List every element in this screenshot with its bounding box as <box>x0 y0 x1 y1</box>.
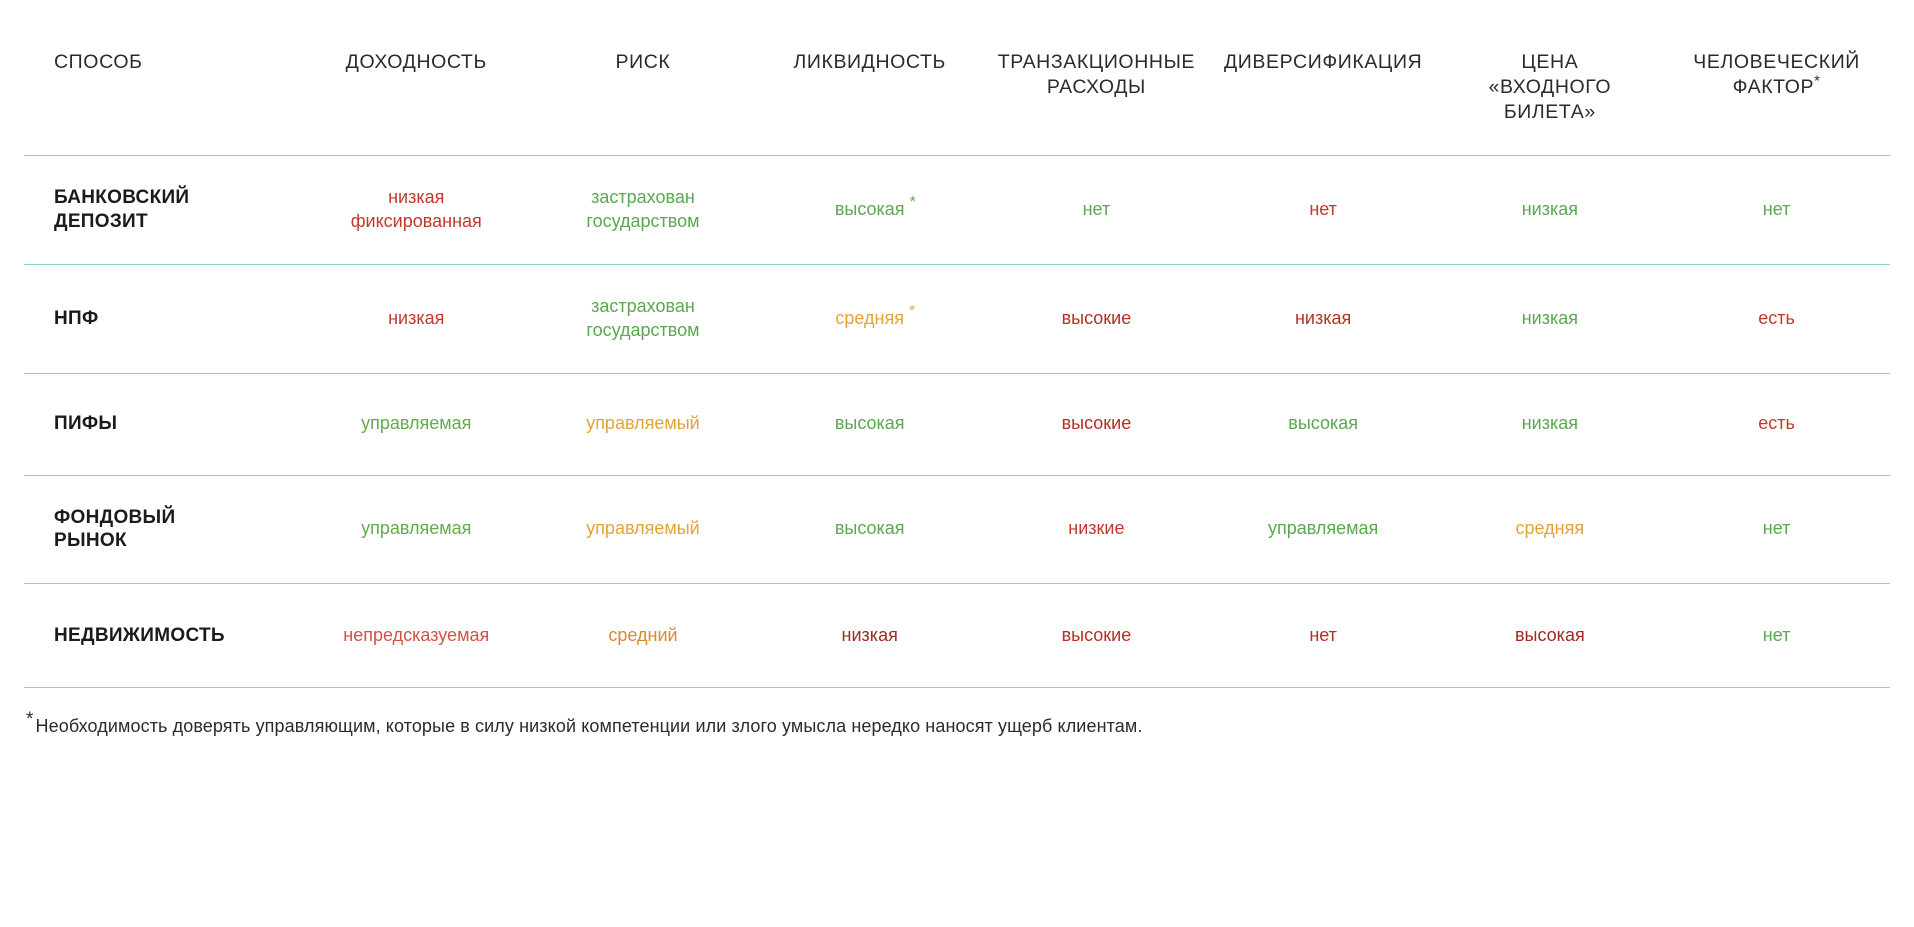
cell-transaction-costs-value: высокие <box>1061 413 1132 434</box>
column-header-diversification <box>1210 50 1437 155</box>
cell-risk-line1: управляемый <box>586 518 700 539</box>
cell-yield <box>303 475 530 584</box>
investment-comparison-table <box>24 50 1890 688</box>
cell-entry-price-value: низкая <box>1521 198 1578 219</box>
cell-human-factor-value: есть <box>1758 413 1795 434</box>
column-header-entry-price-line3: БИЛЕТА» <box>1503 100 1596 123</box>
column-header-entry-price <box>1436 50 1663 155</box>
cell-risk-line1: управляемый <box>586 413 700 434</box>
footnote <box>26 709 1890 737</box>
method-label-line1: НПФ <box>54 307 99 329</box>
cell-liquidity <box>756 584 983 688</box>
cell-diversification <box>1210 155 1437 264</box>
cell-risk-line1: средний <box>608 624 678 645</box>
cell-yield-line1: управляемая <box>361 518 472 539</box>
cell-diversification <box>1210 264 1437 373</box>
row-method-npf <box>24 264 303 373</box>
footnote-marker-icon: * <box>1814 72 1821 90</box>
method-label-line1: ПИФЫ <box>54 413 118 435</box>
cell-liquidity-value: высокая <box>834 198 905 219</box>
method-label-line1: БАНКОВСКИЙ <box>54 187 190 209</box>
cell-liquidity-value: низкая <box>841 624 898 645</box>
table-row <box>24 584 1890 688</box>
footnote-marker-icon: * <box>909 192 916 210</box>
table-row <box>24 264 1890 373</box>
method-label-line1: НЕДВИЖИМОСТЬ <box>54 624 225 646</box>
cell-risk <box>530 584 757 688</box>
cell-diversification <box>1210 475 1437 584</box>
column-header-entry-price-line1: ЦЕНА <box>1521 51 1579 73</box>
cell-risk <box>530 373 757 475</box>
cell-human-factor <box>1663 155 1890 264</box>
cell-human-factor-value: нет <box>1762 518 1791 539</box>
table-row <box>24 475 1890 584</box>
cell-liquidity-value: средняя <box>835 307 904 328</box>
cell-entry-price-value: средняя <box>1515 518 1585 539</box>
table-body <box>24 155 1890 687</box>
column-header-transaction-costs-line1: ТРАНЗАКЦИОННЫЕ <box>997 51 1196 73</box>
cell-liquidity-value: высокая <box>834 413 905 434</box>
column-header-human-factor <box>1663 50 1890 155</box>
column-header-yield <box>303 50 530 155</box>
cell-entry-price <box>1436 155 1663 264</box>
cell-human-factor <box>1663 264 1890 373</box>
cell-liquidity <box>756 264 983 373</box>
row-method-bank-deposit <box>24 155 303 264</box>
cell-diversification <box>1210 373 1437 475</box>
cell-transaction-costs <box>983 373 1210 475</box>
cell-human-factor <box>1663 584 1890 688</box>
cell-risk-line1: застрахован <box>591 295 695 316</box>
cell-human-factor <box>1663 475 1890 584</box>
cell-entry-price <box>1436 373 1663 475</box>
cell-risk-line2: государством <box>586 319 700 340</box>
cell-yield <box>303 373 530 475</box>
column-header-liquidity <box>756 50 983 155</box>
row-method-real-estate <box>24 584 303 688</box>
cell-human-factor-value: есть <box>1758 307 1795 328</box>
column-header-human-factor-line1: ЧЕЛОВЕЧЕСКИЙ <box>1693 51 1860 73</box>
cell-human-factor-value: нет <box>1762 198 1791 219</box>
cell-yield-line1: низкая <box>388 307 445 328</box>
cell-entry-price-value: высокая <box>1514 624 1585 645</box>
column-header-transaction-costs-line2: РАСХОДЫ <box>1046 75 1146 98</box>
footnote-text: Необходимость доверять управляющим, которые в силу низкой компетенции или злого умысла нередко наносят ущерб клиентам. <box>35 716 1143 737</box>
cell-diversification-value: нет <box>1309 624 1337 645</box>
cell-liquidity-value-wrap <box>834 192 916 222</box>
cell-risk-line1: застрахован <box>591 186 695 207</box>
cell-diversification-value: низкая <box>1294 307 1352 328</box>
cell-transaction-costs-value: высокие <box>1061 624 1132 645</box>
column-header-entry-price-line2: «ВХОДНОГО <box>1488 75 1612 98</box>
cell-risk <box>530 475 757 584</box>
cell-entry-price-value: низкая <box>1521 413 1578 434</box>
column-header-diversification-label: ДИВЕРСИФИКАЦИЯ <box>1224 51 1423 73</box>
cell-diversification-value: управляемая <box>1267 518 1379 539</box>
cell-entry-price <box>1436 475 1663 584</box>
cell-yield <box>303 264 530 373</box>
table-row <box>24 373 1890 475</box>
table-row <box>24 155 1890 264</box>
cell-liquidity-value: высокая <box>834 518 905 539</box>
cell-transaction-costs-value: высокие <box>1061 307 1132 328</box>
column-header-risk-label: РИСК <box>615 51 671 73</box>
cell-entry-price <box>1436 584 1663 688</box>
cell-transaction-costs <box>983 155 1210 264</box>
cell-human-factor <box>1663 373 1890 475</box>
method-label-line2: РЫНОК <box>54 530 127 552</box>
cell-yield <box>303 584 530 688</box>
column-header-transaction-costs <box>983 50 1210 155</box>
column-header-yield-label: ДОХОДНОСТЬ <box>345 51 487 73</box>
cell-transaction-costs <box>983 264 1210 373</box>
cell-transaction-costs <box>983 584 1210 688</box>
cell-liquidity <box>756 155 983 264</box>
cell-liquidity-value-wrap <box>835 301 915 331</box>
cell-yield-line1: низкая <box>388 186 445 207</box>
method-label-line1: ФОНДОВЫЙ <box>54 506 176 528</box>
header-row <box>24 50 1890 155</box>
column-header-human-factor-line2: ФАКТОР <box>1732 75 1815 98</box>
cell-diversification <box>1210 584 1437 688</box>
row-method-stock-market <box>24 475 303 584</box>
method-label-line2: ДЕПОЗИТ <box>54 210 148 232</box>
column-header-method <box>24 50 303 155</box>
cell-diversification-value: нет <box>1309 198 1337 219</box>
cell-yield-line1: управляемая <box>361 413 472 434</box>
cell-diversification-value: высокая <box>1288 413 1358 434</box>
column-header-risk <box>530 50 757 155</box>
cell-liquidity <box>756 475 983 584</box>
cell-risk <box>530 155 757 264</box>
row-method-pif <box>24 373 303 475</box>
cell-yield-line1: непредсказуемая <box>343 624 490 645</box>
cell-liquidity <box>756 373 983 475</box>
cell-entry-price <box>1436 264 1663 373</box>
cell-entry-price-value: низкая <box>1521 307 1578 328</box>
cell-yield <box>303 155 530 264</box>
cell-risk-line2: государством <box>586 210 700 231</box>
cell-risk <box>530 264 757 373</box>
footnote-marker-icon: * <box>909 301 915 319</box>
cell-human-factor-value: нет <box>1762 624 1791 645</box>
cell-yield-line2: фиксированная <box>350 210 482 231</box>
column-header-method-label: СПОСОБ <box>54 51 143 73</box>
footnote-star-icon: * <box>26 709 34 731</box>
column-header-liquidity-label: ЛИКВИДНОСТЬ <box>793 51 946 73</box>
table-header <box>24 50 1890 155</box>
cell-transaction-costs-value: нет <box>1082 198 1111 219</box>
cell-transaction-costs <box>983 475 1210 584</box>
cell-transaction-costs-value: низкие <box>1068 518 1125 539</box>
